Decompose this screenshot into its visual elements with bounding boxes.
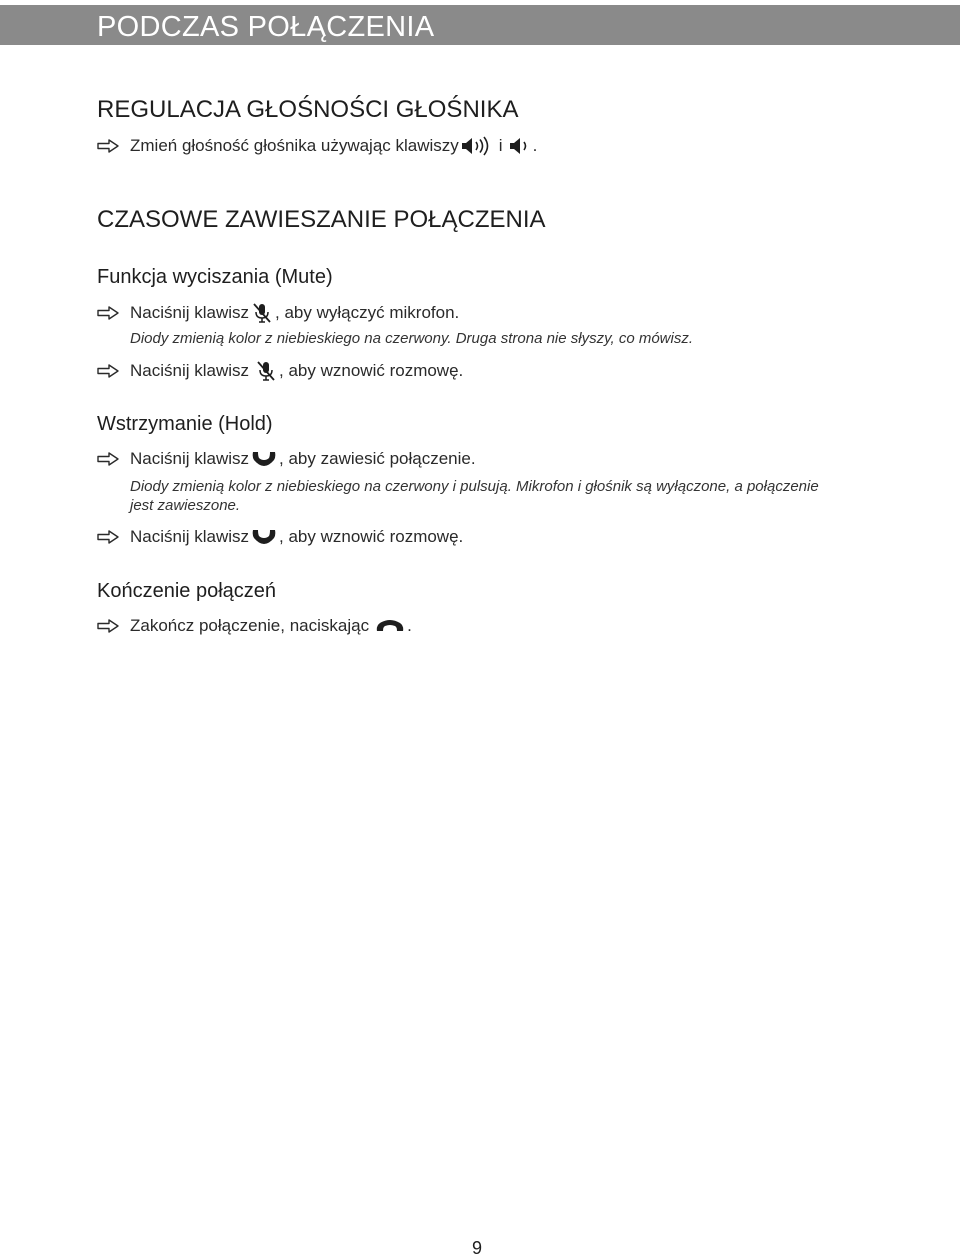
step-text: Naciśnij klawisz <box>130 449 250 468</box>
step-hold-on <box>97 449 476 469</box>
section-title-hold: CZASOWE ZAWIESZANIE POŁĄCZENIA <box>97 206 546 233</box>
step-text-end: , aby wznowić rozmowę. <box>279 361 464 380</box>
step-hold-off <box>97 527 463 547</box>
subsection-title-hold: Wstrzymanie (Hold) <box>97 413 273 435</box>
note-mute: Diody zmienią kolor z niebieskiego na czerwony. Druga strona nie słyszy, co mówisz. <box>130 330 694 347</box>
step-text: Zmień głośność głośnika używając klawiszy <box>130 136 459 155</box>
step-volume <box>97 136 537 156</box>
page-title: PODCZAS POŁĄCZENIA <box>97 11 435 43</box>
microphone-off-icon <box>251 302 273 324</box>
hold-phone-icon <box>251 528 277 546</box>
step-text-end: , aby zawiesić połączenie. <box>279 449 476 468</box>
step-text-end: , aby wznowić rozmowę. <box>279 527 464 546</box>
note-hold: Diody zmienią kolor z niebieskiego na czerwony i pulsują. Mikrofon i głośnik są wyłączone, a połączenie jest zawieszone. <box>130 478 819 514</box>
arrow-icon <box>97 139 119 153</box>
step-mute-on <box>97 360 463 382</box>
hang-up-phone-icon <box>375 618 405 634</box>
subsection-title-end: Kończenie połączeń <box>97 580 277 602</box>
arrow-icon <box>97 619 119 633</box>
hold-phone-icon <box>251 450 277 468</box>
volume-up-icon <box>461 136 491 156</box>
step-end-call <box>97 616 412 636</box>
step-text: Zakończ połączenie, naciskając <box>130 616 370 635</box>
step-text-end: , aby wyłączyć mikrofon. <box>275 303 460 322</box>
volume-down-icon <box>509 136 531 156</box>
step-mute-off <box>97 302 459 324</box>
page-number: 9 <box>472 1238 483 1258</box>
step-text-end: . <box>532 136 538 155</box>
step-text-end: . <box>407 616 412 635</box>
step-text-join: i <box>498 136 503 155</box>
section-title-volume: REGULACJA GŁOŚNOŚCI GŁOŚNIKA <box>97 96 519 123</box>
header-bar <box>0 5 960 45</box>
microphone-off-icon <box>255 360 277 382</box>
subsection-title-mute: Funkcja wyciszania (Mute) <box>97 266 333 288</box>
arrow-icon <box>97 452 119 466</box>
arrow-icon <box>97 364 119 378</box>
arrow-icon <box>97 306 119 320</box>
step-text: Naciśnij klawisz <box>130 303 250 322</box>
arrow-icon <box>97 530 119 544</box>
step-text: Naciśnij klawisz <box>130 527 250 546</box>
step-text: Naciśnij klawisz <box>130 361 250 380</box>
